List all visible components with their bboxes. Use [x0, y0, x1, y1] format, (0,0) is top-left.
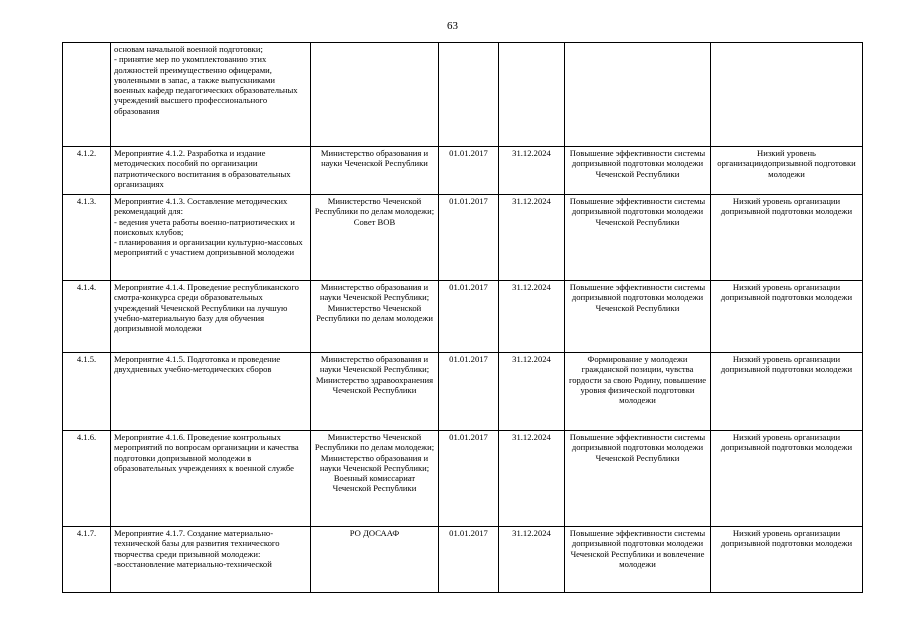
executor-cell: Министерство образования и науки Чеченской Республики — [311, 147, 439, 195]
executor-cell: РО ДОСААФ — [311, 527, 439, 593]
table-row — [63, 281, 863, 353]
start-date: 01.01.2017 — [439, 353, 499, 431]
row-number: 4.1.4. — [63, 281, 111, 353]
start-date: 01.01.2017 — [439, 195, 499, 281]
expected-result: Повышение эффективности системы допризывной подготовки молодежи Чеченской Республики — [565, 281, 711, 353]
table-row — [63, 147, 863, 195]
executor-cell: Министерство Чеченской Республики по делам молодежи; Совет ВОВ — [311, 195, 439, 281]
expected-result: Формирование у молодежи гражданской позиции, чувства гордости за свою Родину, повышение уровня физической подготовки молодежи — [565, 353, 711, 431]
expected-result: Повышение эффективности системы допризывной подготовки молодежи Чеченской Республики и вовлечение молодежи — [565, 527, 711, 593]
risk-consequence: Низкий уровень организации допризывной подготовки молодежи — [711, 527, 863, 593]
start-date: 01.01.2017 — [439, 431, 499, 527]
executor-cell: Министерство образования и науки Чеченской Республики; Министерство здравоохранения Чеченской Республики — [311, 353, 439, 431]
executor-cell: Министерство Чеченской Республики по делам молодежи; Министерство образования и науки Чеченской Республики; Военный комиссариат Чеченской Республики — [311, 431, 439, 527]
risk-consequence: Низкий уровень организации допризывной подготовки молодежи — [711, 195, 863, 281]
table-row — [63, 195, 863, 281]
start-date: 01.01.2017 — [439, 147, 499, 195]
page-number: 63 — [447, 20, 458, 32]
executor-cell: Министерство образования и науки Чеченской Республики; Министерство Чеченской Республики по делам молодежи — [311, 281, 439, 353]
end-date — [499, 43, 565, 147]
risk-consequence: Низкий уровень организации допризывной подготовки молодежи — [711, 281, 863, 353]
end-date: 31.12.2024 — [499, 431, 565, 527]
row-number: 4.1.3. — [63, 195, 111, 281]
row-number — [63, 43, 111, 147]
end-date: 31.12.2024 — [499, 195, 565, 281]
row-number: 4.1.7. — [63, 527, 111, 593]
risk-consequence: Низкий уровень организации допризывной подготовки молодежи — [711, 353, 863, 431]
activity-name: Мероприятие 4.1.3. Составление методических рекомендаций для: - ведения учета работы военно-патриотических и поисковых клубов; - планирования и организации культурно-массовых мероприятий с участием допризывной молодежи — [111, 195, 311, 281]
end-date: 31.12.2024 — [499, 281, 565, 353]
row-number: 4.1.5. — [63, 353, 111, 431]
end-date: 31.12.2024 — [499, 147, 565, 195]
expected-result: Повышение эффективности системы допризывной подготовки молодежи Чеченской Республики — [565, 431, 711, 527]
risk-consequence: Низкий уровень организациидопризывной подготовки молодежи — [711, 147, 863, 195]
risk-consequence: Низкий уровень организации допризывной подготовки молодежи — [711, 431, 863, 527]
table-row — [63, 353, 863, 431]
start-date: 01.01.2017 — [439, 527, 499, 593]
start-date — [439, 43, 499, 147]
activity-name: Мероприятие 4.1.4. Проведение республиканского смотра-конкурса среди образовательных учреждений Чеченской Республики на лучшую учебно-материальную базу для обучения допризывной молодежи — [111, 281, 311, 353]
executor-cell — [311, 43, 439, 147]
activity-name: Мероприятие 4.1.2. Разработка и издание методических пособий по организации патриотического воспитания в образовательных организациях — [111, 147, 311, 195]
risk-consequence — [711, 43, 863, 147]
table-row — [63, 527, 863, 593]
end-date: 31.12.2024 — [499, 527, 565, 593]
activity-name: основам начальной военной подготовки; - принятие мер по укомплектованию этих должностей преимущественно офицерами, уволенными в запас, а также выпускниками военных кафедр педагогических образовательных учреждений высшего профессионального образования — [111, 43, 311, 147]
activities-table — [62, 42, 863, 593]
table-row — [63, 431, 863, 527]
table-row — [63, 43, 863, 147]
activity-name: Мероприятие 4.1.5. Подготовка и проведение двухдневных учебно-методических сборов — [111, 353, 311, 431]
expected-result — [565, 43, 711, 147]
row-number: 4.1.2. — [63, 147, 111, 195]
start-date: 01.01.2017 — [439, 281, 499, 353]
activity-name: Мероприятие 4.1.7. Создание материально-технической базы для развития технического творчества среди призывной молодежи: -восстановление материально-технической — [111, 527, 311, 593]
activity-name: Мероприятие 4.1.6. Проведение контрольных мероприятий по вопросам организации и качества подготовки допризывной молодежи в образовательных учреждениях к военной службе — [111, 431, 311, 527]
end-date: 31.12.2024 — [499, 353, 565, 431]
expected-result: Повышение эффективности системы допризывной подготовки молодежи Чеченской Республики — [565, 195, 711, 281]
row-number: 4.1.6. — [63, 431, 111, 527]
expected-result: Повышение эффективности системы допризывной подготовки молодежи Чеченской Республики — [565, 147, 711, 195]
